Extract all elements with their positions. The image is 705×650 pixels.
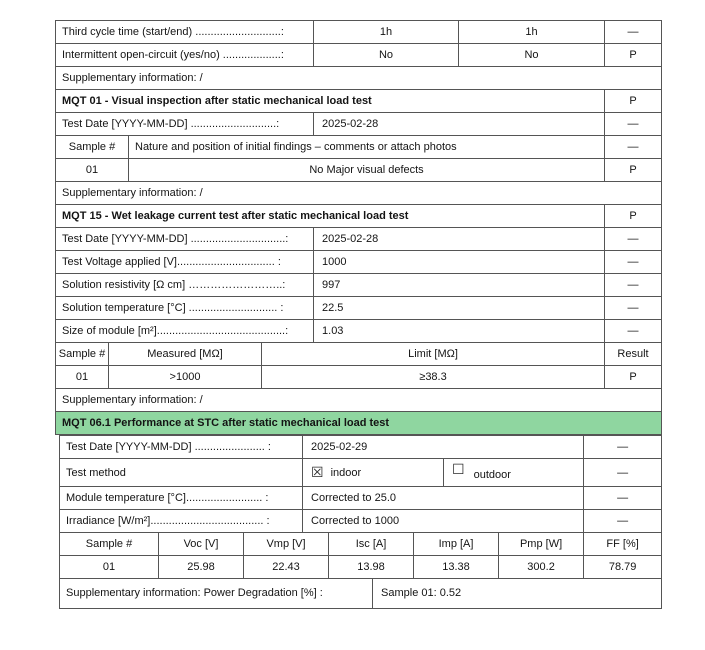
column-header: FF [%] bbox=[584, 533, 662, 556]
table-row bbox=[56, 90, 662, 113]
result-cell: — bbox=[584, 436, 662, 459]
test-method-indoor-cell bbox=[303, 459, 444, 487]
column-header: Voc [V] bbox=[159, 533, 244, 556]
section-title-mqt01: MQT 01 - Visual inspection after static mechanical load test bbox=[56, 90, 605, 113]
table-row bbox=[56, 297, 662, 320]
table-row bbox=[56, 159, 662, 182]
sample2-value: No bbox=[459, 44, 605, 67]
table-row bbox=[56, 228, 662, 251]
table-row bbox=[56, 67, 662, 90]
column-header: Imp [A] bbox=[414, 533, 499, 556]
result-cell: — bbox=[605, 136, 662, 159]
table-row bbox=[56, 136, 662, 159]
field-label: Solution temperature [°C] ............................. : bbox=[56, 297, 314, 320]
field-label: Test method bbox=[60, 459, 303, 487]
field-label: Module temperature [°C]......................... : bbox=[60, 487, 303, 510]
supplementary-info-label: Supplementary information: Power Degradation [%] : bbox=[60, 579, 373, 609]
field-value: 997 bbox=[314, 274, 605, 297]
indoor-checkbox-checked-icon: ☒ bbox=[311, 464, 324, 481]
result-cell: P bbox=[605, 366, 662, 389]
sample-id: 01 bbox=[56, 159, 129, 182]
field-label: Third cycle time (start/end) ............................: bbox=[56, 21, 314, 44]
table-row bbox=[60, 459, 662, 487]
lower-table bbox=[59, 435, 662, 609]
table-row bbox=[56, 320, 662, 343]
table-row bbox=[60, 556, 662, 579]
table-row bbox=[60, 436, 662, 459]
result-cell: — bbox=[605, 21, 662, 44]
upper-table bbox=[55, 20, 662, 435]
field-value: 22.5 bbox=[314, 297, 605, 320]
outdoor-checkbox-unchecked-icon: ☐ bbox=[452, 462, 465, 478]
result-cell: — bbox=[605, 320, 662, 343]
field-value: Corrected to 25.0 bbox=[303, 487, 584, 510]
sample2-value: 1h bbox=[459, 21, 605, 44]
result-cell: — bbox=[605, 228, 662, 251]
voc-value: 25.98 bbox=[159, 556, 244, 579]
field-label: Test Date [YYYY-MM-DD] ...............................: bbox=[56, 228, 314, 251]
result-cell: — bbox=[605, 113, 662, 136]
column-header: Isc [A] bbox=[329, 533, 414, 556]
table-row bbox=[56, 21, 662, 44]
result-cell: P bbox=[605, 205, 662, 228]
sample1-value: No bbox=[314, 44, 459, 67]
result-cell: — bbox=[584, 510, 662, 533]
sample-id: 01 bbox=[60, 556, 159, 579]
field-value: 1000 bbox=[314, 251, 605, 274]
column-header-measured: Measured [MΩ] bbox=[109, 343, 262, 366]
limit-value: ≥38.3 bbox=[262, 366, 605, 389]
supplementary-info: Supplementary information: / bbox=[56, 67, 662, 90]
table-row bbox=[56, 251, 662, 274]
result-cell: P bbox=[605, 44, 662, 67]
field-label: Test Date [YYYY-MM-DD] ............................: bbox=[56, 113, 314, 136]
isc-value: 13.98 bbox=[329, 556, 414, 579]
measured-value: >1000 bbox=[109, 366, 262, 389]
table-row bbox=[56, 44, 662, 67]
supplementary-info-value: Sample 01: 0.52 bbox=[373, 579, 662, 609]
result-cell: — bbox=[584, 459, 662, 487]
table-row bbox=[56, 389, 662, 412]
field-label: Test Voltage applied [V]................................ : bbox=[56, 251, 314, 274]
result-cell: — bbox=[605, 274, 662, 297]
imp-value: 13.38 bbox=[414, 556, 499, 579]
test-report-table bbox=[55, 20, 663, 609]
result-cell: — bbox=[584, 487, 662, 510]
column-header-result: Result bbox=[605, 343, 662, 366]
field-label: Solution resistivity [Ω cm] ……………………..: bbox=[56, 274, 314, 297]
section-title-mqt061: MQT 06.1 Performance at STC after static mechanical load test bbox=[56, 412, 662, 435]
field-value: Corrected to 1000 bbox=[303, 510, 584, 533]
section-header-highlighted bbox=[56, 412, 662, 435]
result-cell: — bbox=[605, 251, 662, 274]
table-row bbox=[56, 182, 662, 205]
field-value: 2025-02-28 bbox=[314, 228, 605, 251]
table-row bbox=[60, 510, 662, 533]
column-header: Vmp [V] bbox=[244, 533, 329, 556]
table-row bbox=[60, 487, 662, 510]
column-header-sample: Sample # bbox=[56, 343, 109, 366]
field-value: 1.03 bbox=[314, 320, 605, 343]
field-value: 2025-02-29 bbox=[303, 436, 584, 459]
table-row bbox=[56, 366, 662, 389]
ff-value: 78.79 bbox=[584, 556, 662, 579]
sample-id: 01 bbox=[56, 366, 109, 389]
supplementary-info: Supplementary information: / bbox=[56, 389, 662, 412]
table-row bbox=[56, 274, 662, 297]
vmp-value: 22.43 bbox=[244, 556, 329, 579]
outdoor-option-label: outdoor bbox=[473, 469, 511, 481]
result-cell: P bbox=[605, 159, 662, 182]
sample1-value: 1h bbox=[314, 21, 459, 44]
section-title-mqt15: MQT 15 - Wet leakage current test after static mechanical load test bbox=[56, 205, 605, 228]
supplementary-info: Supplementary information: / bbox=[56, 182, 662, 205]
field-label: Test Date [YYYY-MM-DD] ....................... : bbox=[60, 436, 303, 459]
table-row bbox=[56, 205, 662, 228]
result-cell: P bbox=[605, 90, 662, 113]
column-header-sample: Sample # bbox=[56, 136, 129, 159]
table-row bbox=[60, 579, 662, 609]
pmp-value: 300.2 bbox=[499, 556, 584, 579]
column-header-description: Nature and position of initial findings – comments or attach photos bbox=[129, 136, 605, 159]
table-row bbox=[60, 533, 662, 556]
table-row bbox=[56, 343, 662, 366]
table-row bbox=[56, 113, 662, 136]
result-cell: — bbox=[605, 297, 662, 320]
field-label: Size of module [m²]..........................................: bbox=[56, 320, 314, 343]
field-value: 2025-02-28 bbox=[314, 113, 605, 136]
test-method-outdoor-cell bbox=[444, 459, 584, 487]
column-header: Pmp [W] bbox=[499, 533, 584, 556]
field-label: Irradiance [W/m²]..................................... : bbox=[60, 510, 303, 533]
column-header-limit: Limit [MΩ] bbox=[262, 343, 605, 366]
findings-value: No Major visual defects bbox=[129, 159, 605, 182]
column-header: Sample # bbox=[60, 533, 159, 556]
field-label: Intermittent open-circuit (yes/no) ...................: bbox=[56, 44, 314, 67]
indoor-option-label: indoor bbox=[330, 466, 362, 479]
